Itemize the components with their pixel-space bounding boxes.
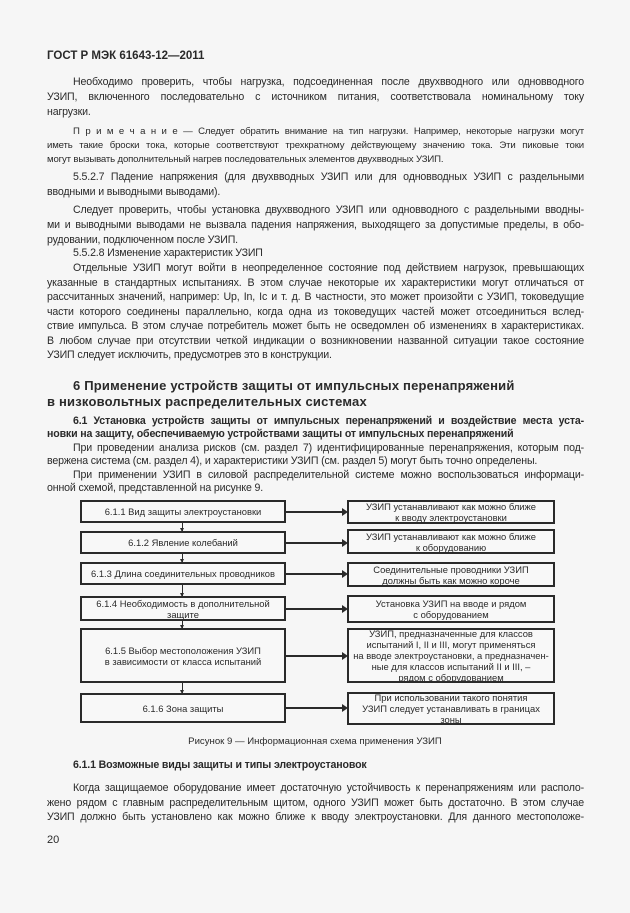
paragraph-line: рассчитанных значений, например: Up, In, Ic и т. д. В частности, это может произойти с УЗИП, токоведущие [47, 291, 584, 303]
section-heading-line: в низковольтных распределительных системах [47, 394, 367, 409]
document-header: ГОСТ Р МЭК 61643-12—2011 [47, 50, 205, 62]
diagram-right-box: При использовании такого понятия УЗИП следует устанавливать в границах зоны [347, 692, 555, 725]
diagram-left-box: 6.1.5 Выбор местоположения УЗИП в зависимости от класса испытаний [80, 628, 286, 683]
figure-caption: Рисунок 9 — Информационная схема применения УЗИП [188, 736, 442, 747]
diagram-left-box: 6.1.2 Явление колебаний [80, 531, 286, 554]
paragraph-line: онной схемой, представленной на рисунке 9. [47, 482, 264, 494]
paragraph-line: ствие импульса. В этом случае потребитель может быть не осведомлен об изменениях в характеристиках. [47, 320, 584, 332]
arrow-right-icon [286, 608, 342, 610]
paragraph-line: Необходимо проверить, чтобы нагрузка, подсоединенная после двухвводного или одновводного [73, 76, 584, 88]
paragraph-line: Отдельные УЗИП могут войти в неопределенное состояние под действием нагрузок, превышающих [73, 262, 584, 274]
paragraph-line: указанные в стандартных испытаниях. В этом случае некоторые их характеристики могут отличаться от [47, 276, 584, 289]
arrow-down-icon [182, 585, 183, 596]
subsection-heading-line: новки на защиту, обеспечиваемую устройствами защиты от импульсных перенапряжений [47, 428, 514, 440]
arrow-down-icon [182, 621, 183, 628]
page-number: 20 [47, 834, 60, 846]
subsection-heading-line: 5.5.2.7 Падение напряжения (для двухвводных УЗИП или для одновводных УЗИП с раздельными [73, 171, 584, 183]
diagram-right-box: Соединительные проводники УЗИП должны быть как можно короче [347, 562, 555, 587]
paragraph-line: жено рядом с главным распределительным щитом, одного УЗИП может быть достаточно. В этом случае [47, 796, 584, 809]
diagram-left-box: 6.1.3 Длина соединительных проводников [80, 562, 286, 585]
diagram-left-box: 6.1.4 Необходимость в дополнительной защите [80, 596, 286, 621]
diagram-left-box: 6.1.6 Зона защиты [80, 693, 286, 723]
arrow-right-icon [286, 707, 342, 709]
diagram-right-box: УЗИП, предназначенные для классов испытаний I, II и III, могут применяться на вводе электроустановки, а предназначен- ные для классов испытаний II и III, – рядом с оборудованием [347, 628, 555, 683]
arrow-right-icon [286, 511, 342, 513]
paragraph-line: ми и выводными выводами не вызвала падения напряжения, выходящего за допустимые пределы, в обо- [47, 219, 584, 231]
paragraph-line: В любом случае при отсутствии четкой индикации о возникновении названной ситуации такое состояние [47, 334, 584, 347]
note-line: иметь такие броски тока, которые соответствуют трехкратному действующему значению тока. Эти пиковые токи [47, 140, 584, 151]
paragraph-line: Следует проверить, чтобы установка двухвводного УЗИП или одновводного с раздельными вводны- [73, 204, 584, 216]
note-line: П р и м е ч а н и е — Следует обратить внимание на тип нагрузки. Например, некоторые нагрузки могут [73, 126, 584, 137]
arrow-right-icon [286, 542, 342, 544]
paragraph-line: При применении УЗИП в силовой распределительной системе можно воспользоваться информаци- [73, 469, 584, 481]
subsection-heading-line: вводными и выводными выводами). [47, 186, 221, 198]
paragraph-line: УЗИП следует исключить, предусмотрев это в конструкции. [47, 349, 332, 361]
paragraph-line: УЗИП должно быть установлено как можно ближе к вводу электроустановки. Для данного местоположе- [47, 811, 584, 823]
subsection-heading-line: 6.1 Установка устройств защиты от импульсных перенапряжений и воздействие места уста- [73, 415, 584, 427]
paragraph-line: При проведении анализа рисков (см. раздел 7) идентифицированные перенапряжения, которым под- [73, 442, 584, 454]
paragraph-line: УЗИП, включенного последовательно с источником питания, соответствовала номинальному току [47, 91, 584, 103]
paragraph-line: рудовании, подключенном после УЗИП. [47, 234, 238, 246]
paragraph-line: части которого соединены параллельно, когда одна из токоведущих частей может отсоединиться вслед- [47, 305, 584, 318]
paragraph-line: вержена система (см. раздел 4), и характеристики УЗИП (см. раздел 5) могут быть точно определены. [47, 455, 538, 467]
subsection-heading-line: 5.5.2.8 Изменение характеристик УЗИП [73, 247, 263, 259]
arrow-right-icon [286, 655, 342, 657]
subsection-heading-line: 6.1.1 Возможные виды защиты и типы электроустановок [73, 759, 367, 771]
arrow-down-icon [182, 554, 183, 562]
paragraph-line: Когда защищаемое оборудование имеет достаточную устойчивость к перенапряжениям или располо- [73, 782, 584, 794]
note-line: могут вызывать дополнительный нагрев последовательных элементов двухвводных УЗИП. [47, 154, 444, 165]
diagram-right-box: УЗИП устанавливают как можно ближе к оборудованию [347, 529, 555, 554]
diagram-right-box: Установка УЗИП на вводе и рядом с оборудованием [347, 595, 555, 623]
section-heading-line: 6 Применение устройств защиты от импульсных перенапряжений [73, 378, 515, 393]
diagram-right-box: УЗИП устанавливают как можно ближе к вводу электроустановки [347, 500, 555, 524]
arrow-down-icon [182, 683, 183, 693]
paragraph-line: нагрузки. [47, 106, 91, 118]
diagram-left-box: 6.1.1 Вид защиты электроустановки [80, 500, 286, 523]
arrow-right-icon [286, 573, 342, 575]
arrow-down-icon [182, 523, 183, 531]
